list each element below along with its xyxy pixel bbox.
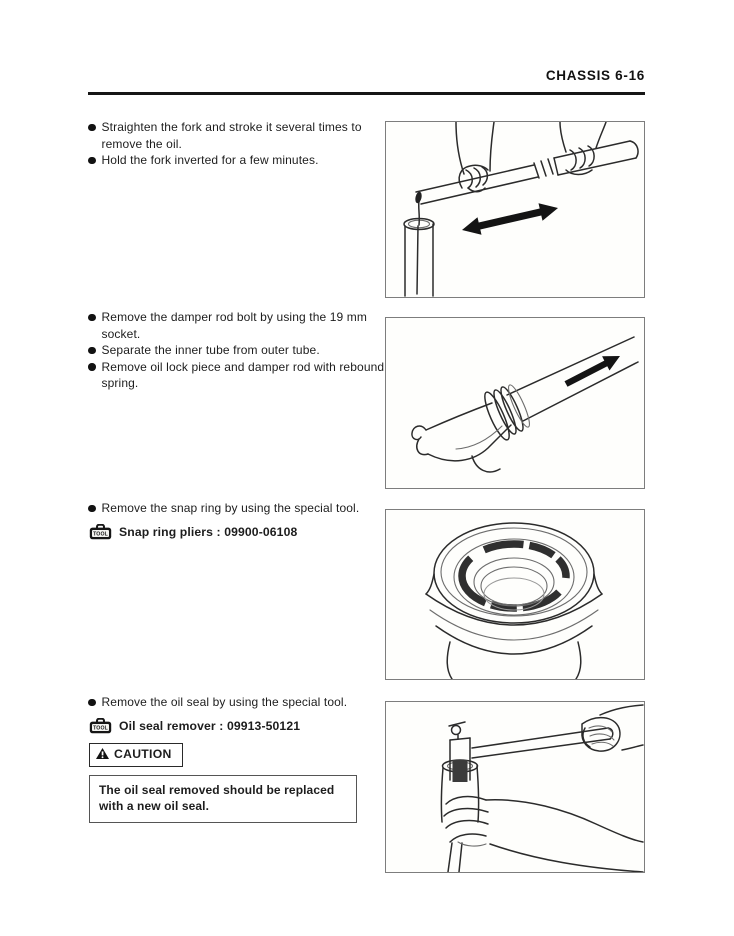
toolbox-icon <box>89 718 112 734</box>
header-rule <box>88 92 645 95</box>
section-oil-seal-text <box>88 694 388 823</box>
bullet-text: Separate the inner tube from outer tube. <box>101 343 320 357</box>
snap-ring-illustration <box>386 510 644 679</box>
section-fork-oil-drain-text <box>88 119 388 169</box>
list-item <box>88 152 388 169</box>
caution-text: The oil seal removed should be replaced with a new oil seal. <box>99 782 335 813</box>
bullet-text: Remove the damper rod bolt by using the 19 mm socket. <box>101 310 368 341</box>
bullet-text: Remove the oil seal by using the special tool. <box>101 695 348 709</box>
caution-label <box>89 743 183 767</box>
bullet-text: Remove oil lock piece and damper rod with rebound spring. <box>101 359 385 390</box>
section-snap-ring-text <box>88 500 388 540</box>
figure-fork-oil-drain <box>385 121 645 298</box>
figure-snap-ring <box>385 509 645 680</box>
svg-text:TOOL: TOOL <box>93 725 108 732</box>
special-tool-row <box>89 718 388 735</box>
svg-text:TOOL: TOOL <box>93 531 108 538</box>
figure-inner-tube-separation <box>385 317 645 489</box>
section-damper-rod-text <box>88 309 388 392</box>
figure-oil-seal-removal <box>385 701 645 873</box>
list-item <box>88 309 388 342</box>
special-tool-row <box>89 524 388 541</box>
caution-label-text: CAUTION <box>114 747 172 761</box>
fork-oil-drain-illustration <box>386 122 644 297</box>
bullet-icon <box>88 699 96 707</box>
list-item <box>88 694 388 711</box>
special-tool-text: Oil seal remover : 09913-50121 <box>119 718 301 733</box>
special-tool-text: Snap ring pliers : 09900-06108 <box>119 524 298 539</box>
list-item <box>88 359 388 392</box>
bullet-icon <box>88 363 96 371</box>
list-item <box>88 500 388 517</box>
inner-tube-separation-illustration <box>386 318 644 488</box>
bullet-icon <box>88 157 96 165</box>
bullet-text: Straighten the fork and stroke it several times to remove the oil. <box>101 120 362 151</box>
list-item <box>88 119 388 152</box>
list-item <box>88 342 388 359</box>
bullet-text: Hold the fork inverted for a few minutes. <box>101 153 319 167</box>
bullet-icon <box>88 505 96 513</box>
bullet-icon <box>88 124 96 132</box>
bullet-icon <box>88 314 96 322</box>
bullet-text: Remove the snap ring by using the special tool. <box>101 501 360 515</box>
toolbox-icon <box>89 524 112 540</box>
caution-box <box>89 775 357 823</box>
oil-seal-removal-illustration <box>386 702 644 872</box>
bullet-icon <box>88 347 96 355</box>
warning-triangle-icon <box>96 748 109 760</box>
page-header-title: CHASSIS 6-16 <box>545 68 645 83</box>
